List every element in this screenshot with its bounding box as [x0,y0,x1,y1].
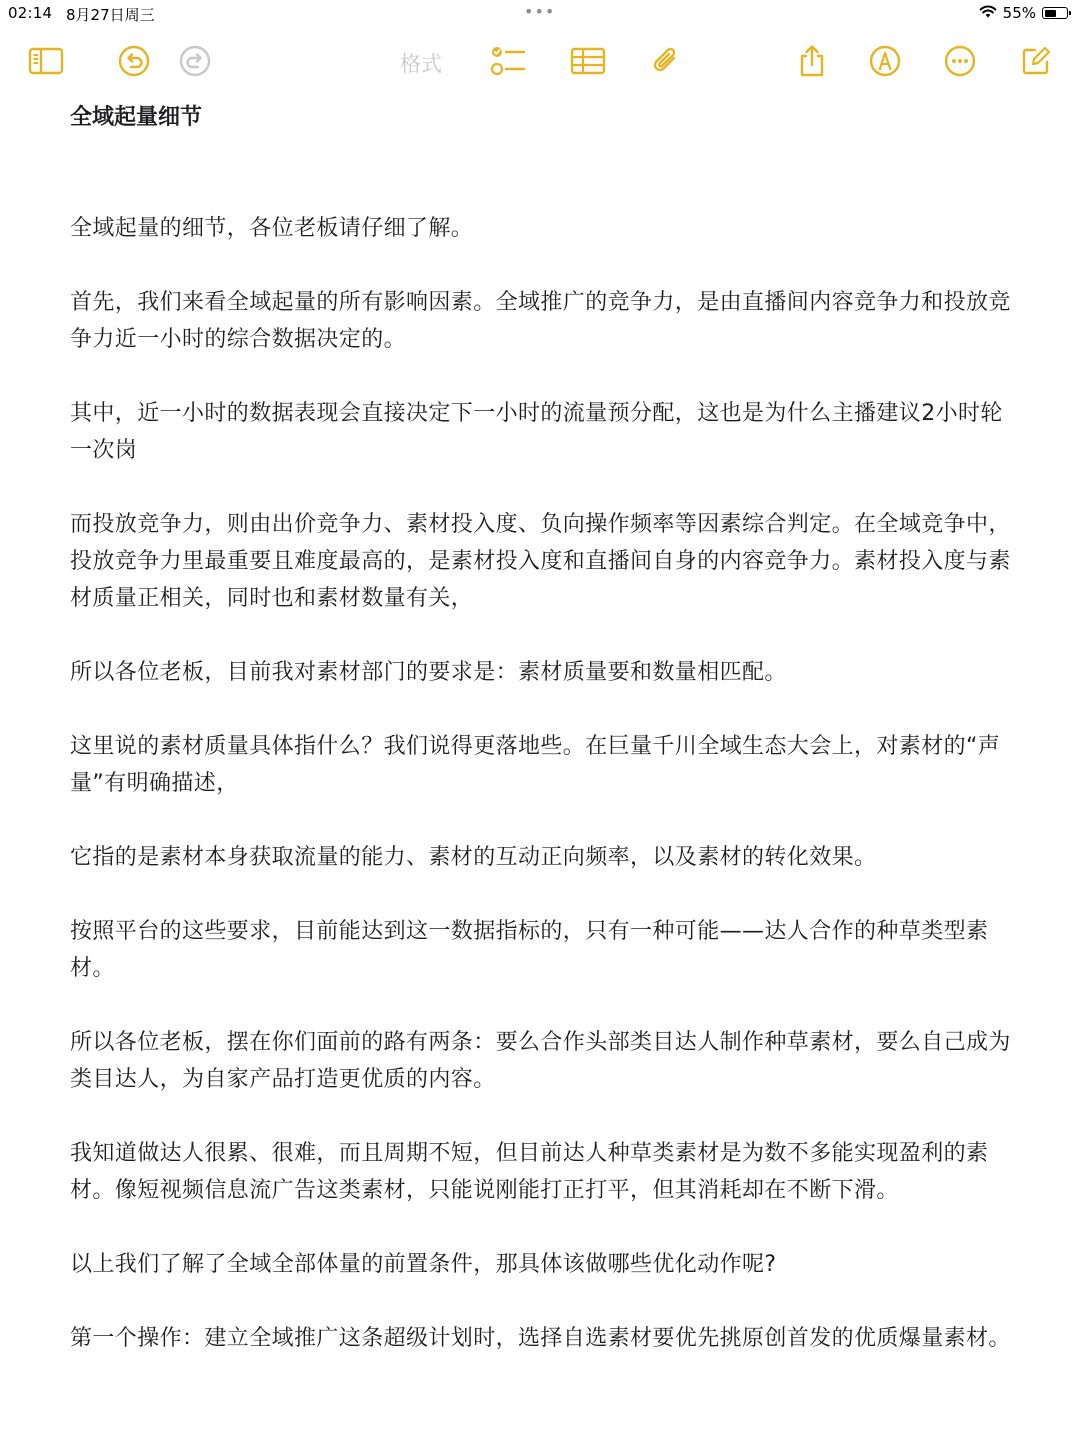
undo-button[interactable] [114,42,154,80]
markup-button[interactable] [865,42,905,80]
redo-button[interactable] [175,42,215,80]
note-paragraphs[interactable] [70,210,1020,1357]
more-button[interactable] [940,42,980,80]
table-button[interactable] [568,42,608,80]
status-time: 02:14 [8,4,53,22]
more-icon [944,45,976,77]
share-icon [797,44,827,78]
table-icon [570,47,606,75]
note-title[interactable]: 全域起量细节 [70,105,203,130]
note-paragraph[interactable]: 它指的是素材本身获取流量的能力、素材的互动正向频率，以及素材的转化效果。 [70,845,877,870]
note-paragraph[interactable]: 所以各位老板，摆在你们面前的路有两条：要么合作头部类目达人制作种草素材，要么自己成为类目达人，为自家产品打造更优质的内容。 [70,1030,1011,1092]
note-paragraph[interactable]: 首先，我们来看全域起量的所有影响因素。全域推广的竞争力，是由直播间内容竞争力和投放竞争力近一小时的综合数据决定的。 [70,290,1011,352]
attachment-icon [650,44,682,78]
note-paragraph[interactable]: 第一个操作：建立全域推广这条超级计划时，选择自选素材要优先挑原创首发的优质爆量素材。 [70,1326,1011,1351]
battery-percent: 55% [1002,4,1036,22]
multitasking-dots-icon[interactable]: ••• [524,2,556,21]
note-body[interactable] [70,100,1020,1394]
note-paragraph[interactable]: 而投放竞争力，则由出价竞争力、素材投入度、负向操作频率等因素综合判定。在全域竞争中，投放竞争力里最重要且难度最高的，是素材投入度和直播间自身的内容竞争力。素材投入度与素材质量正相关，同时也和素材数量有关， [70,512,1011,611]
battery-icon [1042,7,1068,19]
status-indicators [979,4,1068,22]
notes-toolbar [0,36,1080,86]
checklist-button[interactable] [488,42,528,80]
redo-icon [179,45,211,77]
status-bar [0,0,1080,28]
checklist-icon [490,44,526,78]
note-paragraph[interactable]: 按照平台的这些要求，目前能达到这一数据指标的，只有一种可能——达人合作的种草类型素材。 [70,919,989,981]
note-paragraph[interactable]: 我知道做达人很累、很难，而且周期不短，但目前达人种草类素材是为数不多能实现盈利的素材。像短视频信息流广告这类素材，只能说刚能打正打平，但其消耗却在不断下滑。 [70,1141,989,1203]
battery-cap [1069,11,1071,15]
note-paragraph[interactable]: 以上我们了解了全域全部体量的前置条件，那具体该做哪些优化动作呢? [70,1252,777,1277]
note-paragraph[interactable]: 全域起量的细节，各位老板请仔细了解。 [70,216,474,241]
wifi-icon [979,4,997,22]
sidebar-toggle-button[interactable] [26,42,66,80]
attachment-button[interactable] [646,42,686,80]
compose-button[interactable] [1016,42,1056,80]
sidebar-icon [28,46,64,76]
markup-icon [869,45,901,77]
share-button[interactable] [792,42,832,80]
undo-icon [118,45,150,77]
note-paragraph[interactable]: 所以各位老板，目前我对素材部门的要求是：素材质量要和数量相匹配。 [70,660,787,685]
status-date: 8月27日周三 [66,6,155,24]
format-button[interactable]: 格式 [400,52,442,76]
compose-icon [1020,45,1052,77]
note-paragraph[interactable]: 其中，近一小时的数据表现会直接决定下一小时的流量预分配，这也是为什么主播建议2小时轮一次岗 [70,401,1003,463]
battery-level-fill [1045,10,1056,17]
note-paragraph[interactable]: 这里说的素材质量具体指什么？我们说得更落地些。在巨量千川全域生态大会上，对素材的“声量”有明确描述， [70,734,1001,796]
